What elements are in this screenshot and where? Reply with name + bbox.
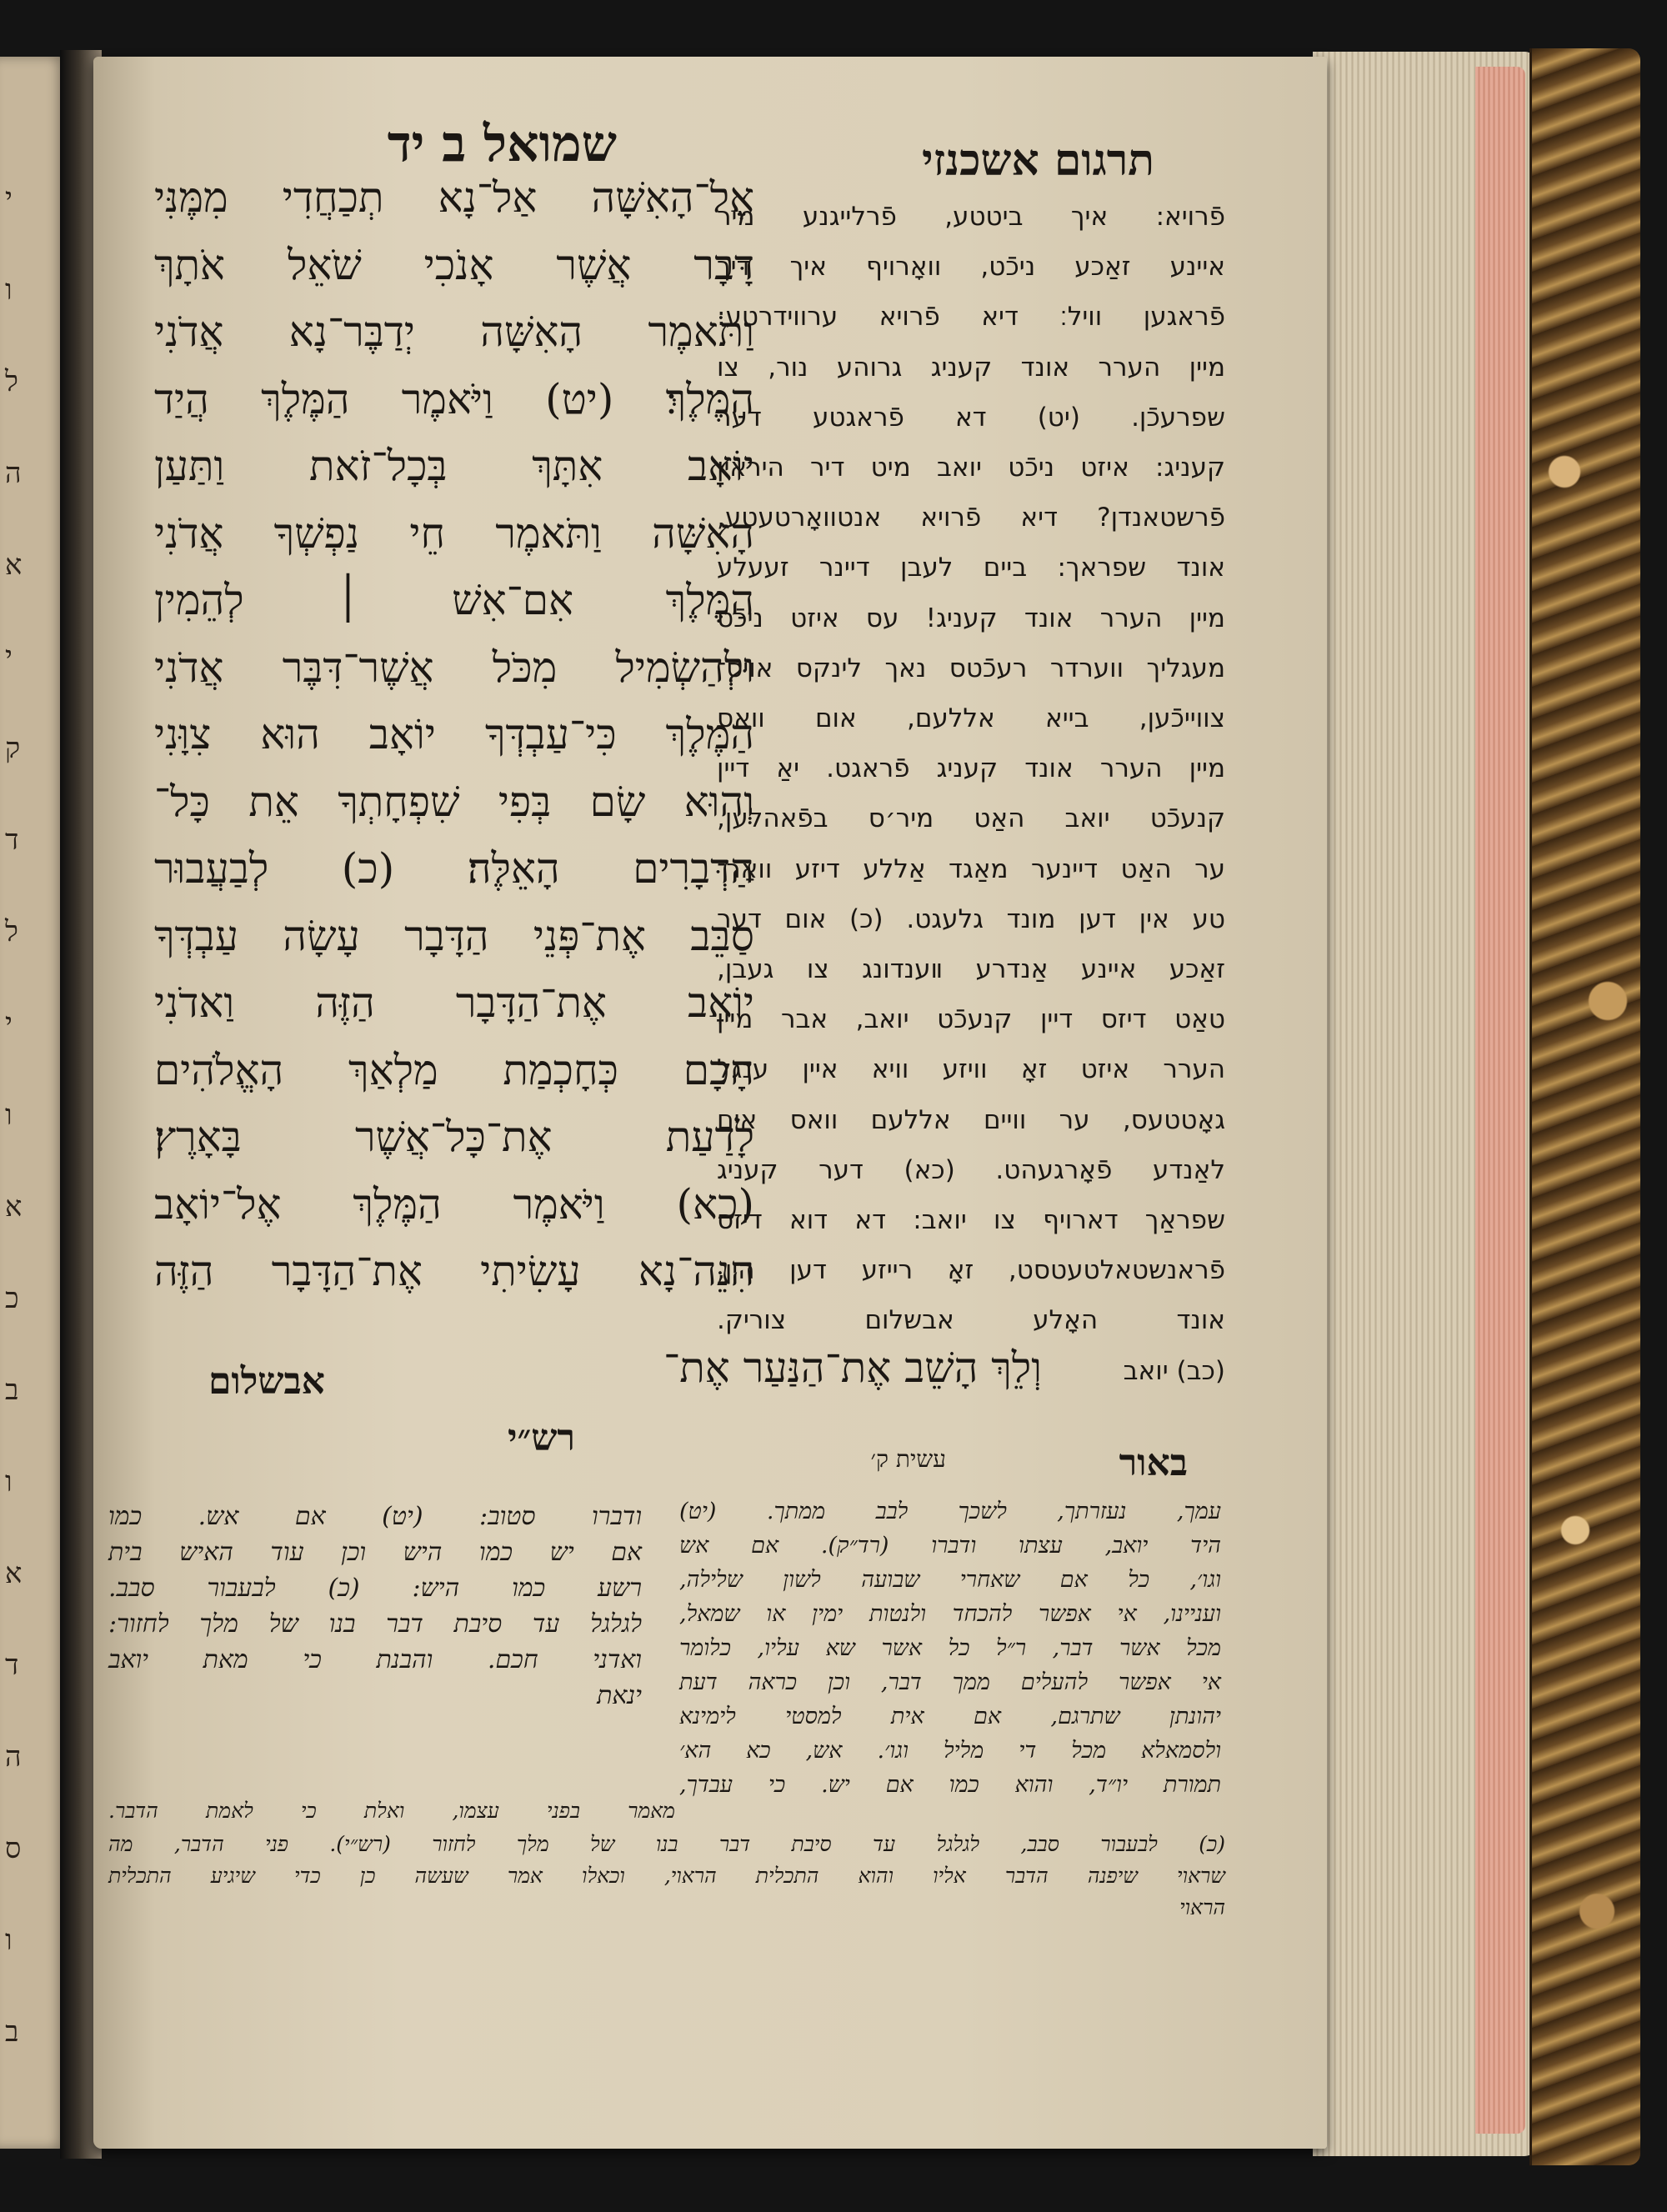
previous-page-letter: ו — [5, 1924, 13, 1957]
scripture-line: הָאִשָּׁה וַתֹּאמֶר חֵי נַפְשְׁךָ אֲדֹנִי — [154, 508, 754, 558]
rashi-line: ודברו סטוב: (יט) אם אש. כמו — [108, 1502, 642, 1531]
biur-line: היד יואב, עצתו ודברו (רד״ק). אם אש — [679, 1533, 1221, 1559]
scripture-line: וּלְהַשְׂמִיל מִכֹּל אֲשֶׁר־דִּבֶּר אֲדֹנִי — [154, 643, 754, 692]
biur-marginal-note: עשית ק׳ — [870, 1445, 946, 1473]
previous-page-letter: ל — [5, 365, 18, 398]
scripture-line: וַתֹּאמֶר הָאִשָּׁה יְדַבֶּר־נָא אֲדֹנִי — [154, 308, 754, 356]
translation-line: פֿראנשטאלטעטסט, זאָ רייזע דען הין, — [717, 1255, 1225, 1286]
footnote-line: (כ) לבעבור סבב, לגלגל עד סיבת דבר בנו של מלך לחזור (רש״י). פני הדבר, מה — [108, 1832, 1225, 1856]
scripture-line: (כא) וַיֹּאמֶר הַמֶּלֶךְ אֶל־יוֹאָב — [154, 1179, 754, 1229]
biur-line: עמך, נעזרתך, לשכך לבב ממתך. (יט) — [679, 1499, 1221, 1524]
scripture-line: הַדְּבָרִים הָאֵלֶּה׃ (כ) לְבַעֲבוּר — [154, 844, 754, 893]
translation-line: מיין הערר אונד קעניג! עס איזט ניכֿט — [717, 603, 1225, 633]
previous-page-letter: ה — [5, 457, 22, 490]
previous-page-letter: ל — [5, 915, 18, 948]
catchword-next-page: אבשלום — [208, 1360, 325, 1403]
biur-line: מכל אשר דבר, ר״ל כל אשר שא עליו, כלומר — [679, 1635, 1221, 1661]
translation-line: (כב) יואב — [1123, 1355, 1225, 1386]
translation-line: פֿרויא: איך ביטטע, פֿרלייגנע מיר — [717, 202, 1225, 232]
scripture-line: הִנֵּה־נָא עָשִׂיתִי אֶת־הַדָּבָר הַזֶּה — [154, 1247, 754, 1295]
translation-line: ער האַט דיינער מאַגד אַללע דיזע וואָר־ — [717, 853, 1225, 884]
biur-heading: באור — [1119, 1442, 1188, 1484]
scripture-line: הַמֶּלֶךְ׃ (יט) וַיֹּאמֶר הַמֶּלֶךְ הֲיַד — [154, 374, 754, 423]
previous-page-letter: ב — [5, 1374, 19, 1407]
biur-line: תמורת יו״ד, והוא כמו אם יש. כי עבדך, — [679, 1772, 1221, 1798]
translation-line: שפראַך דארויף צו יואב: דא דוא דיזס — [717, 1205, 1225, 1235]
biur-line: ולסמאלא מכל די מליל וגו׳. אש, כא הא׳ — [679, 1738, 1221, 1764]
previous-page-letter: י — [5, 1007, 13, 1040]
translation-line: קעניג: איזט ניכֿט יואב מיט דיר היראין — [717, 453, 1225, 483]
rashi-line: ואדני חכם. והבנת כי מאת יואב — [108, 1645, 642, 1674]
scripture-line: הַמֶּלֶךְ כִּי־עַבְדְּךָ יוֹאָב הוּא צִוָּנִי — [154, 710, 754, 758]
translation-line: מיין הערר אונד קעניג פֿראגט. יאַ דיין — [717, 753, 1225, 784]
page-header-book-title: שמואל ב יד — [387, 115, 617, 173]
translation-line: מיין הערר אונד קעניג גרוהע נור, צו — [717, 352, 1225, 383]
footnote-line: שראוי שיפנה הדבר אליו והוא התכלית הראוי, וכאלו אמר שעשה כן כדי שיגיע התכלית — [108, 1864, 1225, 1888]
scripture-line: יוֹאָב אִתָּךְ בְּכָל־זֹאת וַתַּעַן — [154, 442, 754, 490]
translation-line: זאַכע איינע אַנדרע װענדונג צו געבן, — [717, 954, 1225, 984]
previous-page-letter: י — [5, 182, 13, 215]
scripture-line: לָדַעַת אֶת־כָּל־אֲשֶׁר בָּאָרֶץ׃ — [154, 1113, 754, 1161]
translation-line: הערר איזט זאָ וויזע וויא איין ענגל — [717, 1054, 1225, 1085]
previous-page-letter: ק — [5, 732, 21, 765]
translation-line: איינע זאַכע ניכֿט, וואָרויף איך דיך — [717, 252, 1225, 283]
catchword-verse: וְלֵךְ הָשֵׁב אֶת־הַנַּעַר אֶת־ — [663, 1344, 1042, 1392]
previous-page-letter: א — [5, 1557, 23, 1590]
translation-line: צווייכֿען, בייא אללעם, אום וואס — [717, 703, 1225, 733]
translation-line: טע אין דען מונד גלעגט. (כ) אום דער — [717, 903, 1225, 934]
translation-line: גאָטטעס, ער וויים אללעם וואס אים — [717, 1104, 1225, 1135]
previous-page-edge — [0, 57, 67, 2149]
scripture-line: דָּבָר אֲשֶׁר אָנֹכִי שֹׁאֵל אֹתָךְ — [154, 240, 754, 289]
marbled-cover — [1529, 48, 1640, 2165]
translation-line: פֿראגען וויל׃ דיא פֿרויא ערווידרטע: — [717, 302, 1225, 333]
scripture-line: יוֹאָב אֶת־הַדָּבָר הַזֶּה וַאדֹנִי — [154, 978, 754, 1027]
scripture-line: חָכָם כְּחָכְמַת מַלְאַךְ הָאֱלֹהִים — [154, 1045, 754, 1094]
translation-line: פֿרשטאנדן? דיא פֿרויא אנטוואָרטעטע, — [717, 503, 1225, 533]
biur-line: אי אפשר להעלים ממך דבר, וכן כראה דעת — [679, 1669, 1221, 1695]
previous-page-letter: ו — [5, 1098, 13, 1132]
previous-page-letter: א — [5, 1190, 23, 1224]
translation-line: לאַנדע פֿאָרגעהט. (כא) דער קעניג — [717, 1154, 1225, 1185]
previous-page-letter: י — [5, 640, 13, 673]
rashi-line: אם יש כמו היש וכן עוד האיש בית — [108, 1538, 642, 1567]
biur-line: וגו׳, כל אם שאחרי שבועה לשון שלילה, — [679, 1567, 1221, 1593]
translation-line: אונד האָלע אבשלום צוריק. — [717, 1305, 1225, 1336]
translation-line: טאַט דיזס דיין קנעכֿט יואב, אבר מיין — [717, 1004, 1225, 1035]
translation-line: אונד שפראך: ביים לעבן דיינר זעעלע — [717, 553, 1225, 583]
rashi-heading: רש״י — [507, 1417, 575, 1459]
translation-line: שפרעכֿן. (יט) דא פֿראגטע דער — [717, 402, 1225, 433]
previous-page-letter: א — [5, 548, 23, 582]
translation-line: קנעכֿט יואב האַט מיר׳ס בפֿאהלען, — [717, 803, 1225, 834]
previous-page-letter: כ — [5, 1282, 19, 1315]
rashi-line: רשע כמו היש: (כ) לבעבור סבב. — [108, 1574, 642, 1603]
footnote-line: מאמר בפני עצמו, ואלת כי לאמת הדבר. — [108, 1799, 675, 1823]
previous-page-letter: ב — [5, 2015, 19, 2049]
footnote-line: הראוי — [1179, 1895, 1225, 1919]
previous-page-letter: ו — [5, 273, 13, 307]
biur-line: ועניינו, אי אפשר להכחד ולנטות ימין או שמאל, — [679, 1601, 1221, 1627]
red-page-edges — [1475, 67, 1525, 2134]
previous-page-letter: ס — [5, 1832, 22, 1865]
biur-line: יהונתן שתרגם, אם אית למסטי לימינא — [679, 1704, 1221, 1729]
scripture-line: סַבֵּב אֶת־פְּנֵי הַדָּבָר עָשָׂה עַבְדְּךָ — [154, 911, 754, 960]
previous-page-letter: ו — [5, 1465, 13, 1499]
previous-page-letter: ה — [5, 1740, 22, 1774]
scripture-line: הַמֶּלֶךְ אִם־אִשׁ ׀ לְהֵמִין — [154, 576, 754, 624]
rashi-line: ינאת — [597, 1681, 642, 1710]
scripture-line: וְהוּא שָׂם בְּפִי שִׁפְחָתְךָ אֵת כָּל־ — [154, 777, 754, 826]
translation-line: מעגליך ווערדר רעכֿטס נאך לינקס אויס־ — [717, 653, 1225, 683]
previous-page-letter: ד — [5, 1649, 19, 1682]
scripture-line: אֶל־הָאִשָּׁה אַל־נָא תְכַחֲדִי מִמֶּנִּי — [154, 173, 754, 222]
previous-page-letter: ד — [5, 823, 19, 857]
page-header-translation: תרגום אשכנזי — [922, 135, 1154, 186]
rashi-line: לגלגל עד סיבת דבר בנו של מלך לחזור: — [108, 1609, 642, 1639]
